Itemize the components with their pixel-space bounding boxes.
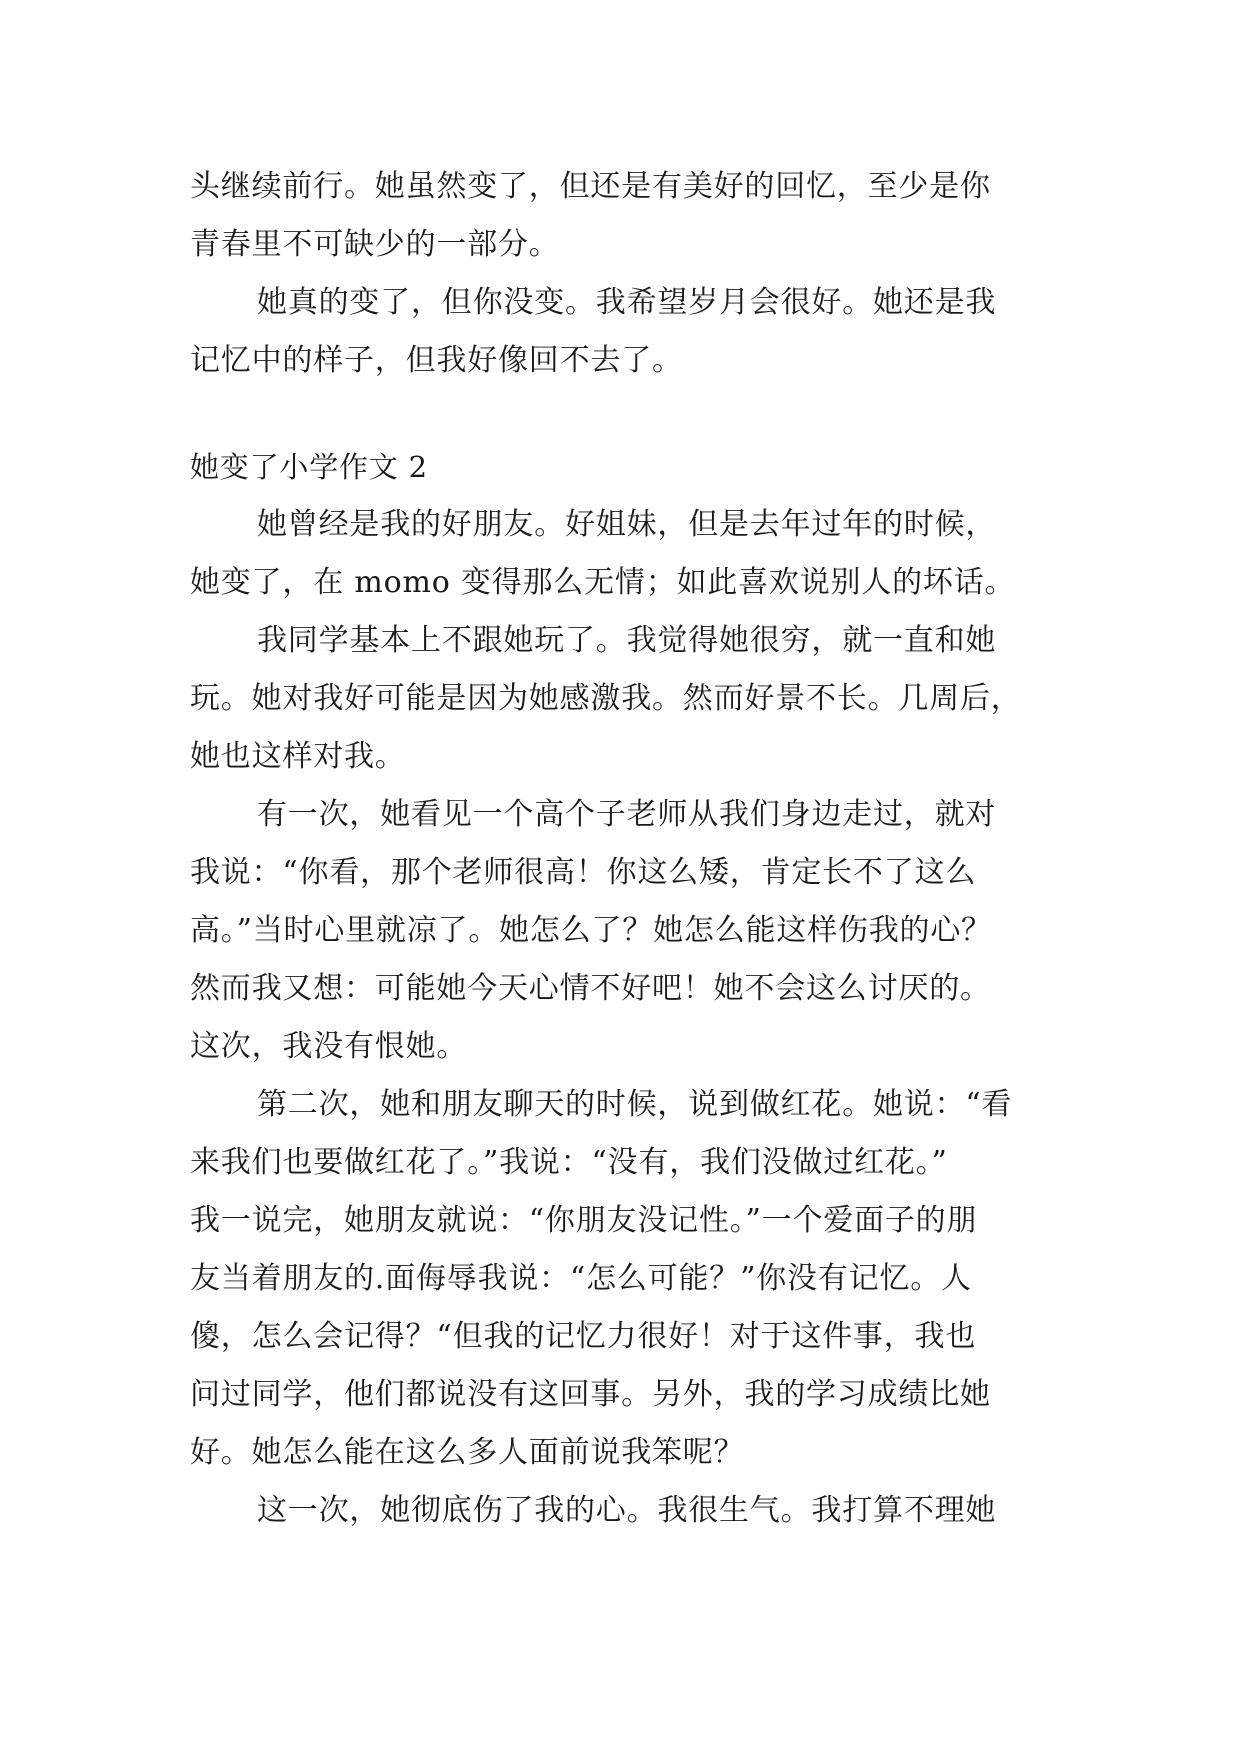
text-line: 来我们也要做红花了。”我说：“没有，我们没做过红花。” <box>190 1145 948 1180</box>
text-line: 这次，我没有恨她。 <box>190 1029 468 1064</box>
text-line: 她变了，在 momo 变得那么无情；如此喜欢说别人的坏话。 <box>190 565 1016 600</box>
paragraph-start-line: 她曾经是我的好朋友。好姐妹，但是去年过年的时候， <box>257 507 997 542</box>
paragraph-start-line: 她真的变了，但你没变。我希望岁月会很好。她还是我 <box>257 285 997 320</box>
paragraph-start-line: 这一次，她彻底伤了我的心。我很生气。我打算不理她 <box>257 1493 997 1528</box>
text-line: 好。她怎么能在这么多人面前说我笨呢？ <box>190 1435 745 1470</box>
text-line: 友当着朋友的.面侮辱我说：“怎么可能？”你没有记忆。人 <box>190 1261 972 1296</box>
text-line: 青春里不可缺少的一部分。 <box>190 227 560 262</box>
text-line: 她也这样对我。 <box>190 739 406 774</box>
text-line: 玩。她对我好可能是因为她感激我。然而好景不长。几周后， <box>190 681 1022 716</box>
paragraph-start-line: 有一次，她看见一个高个子老师从我们身边走过，就对 <box>257 797 997 832</box>
text-line: 头继续前行。她虽然变了，但还是有美好的回忆，至少是你 <box>190 169 991 204</box>
text-line: 高。”当时心里就凉了。她怎么了？她怎么能这样伤我的心？ <box>190 913 992 948</box>
body-text <box>190 158 1060 1540</box>
text-line: 傻，怎么会记得？“但我的记忆力很好！对于这件事，我也 <box>190 1319 977 1354</box>
section-heading: 她变了小学作文 2 <box>190 450 428 484</box>
text-line: 记忆中的样子，但我好像回不去了。 <box>190 343 683 378</box>
section-gap <box>190 390 1060 438</box>
paragraph-start-line: 我同学基本上不跟她玩了。我觉得她很穷，就一直和她 <box>257 623 997 658</box>
text-line: 我一说完，她朋友就说：“你朋友没记性。”一个爱面子的朋 <box>190 1203 978 1238</box>
text-line: 我说：“你看，那个老师很高！你这么矮，肯定长不了这么 <box>190 855 977 890</box>
paragraph-start-line: 第二次，她和朋友聊天的时候，说到做红花。她说：“看 <box>257 1087 1013 1122</box>
text-line: 问过同学，他们都说没有这回事。另外，我的学习成绩比她 <box>190 1377 991 1412</box>
text-line: 然而我又想：可能她今天心情不好吧！她不会这么讨厌的。 <box>190 971 991 1006</box>
